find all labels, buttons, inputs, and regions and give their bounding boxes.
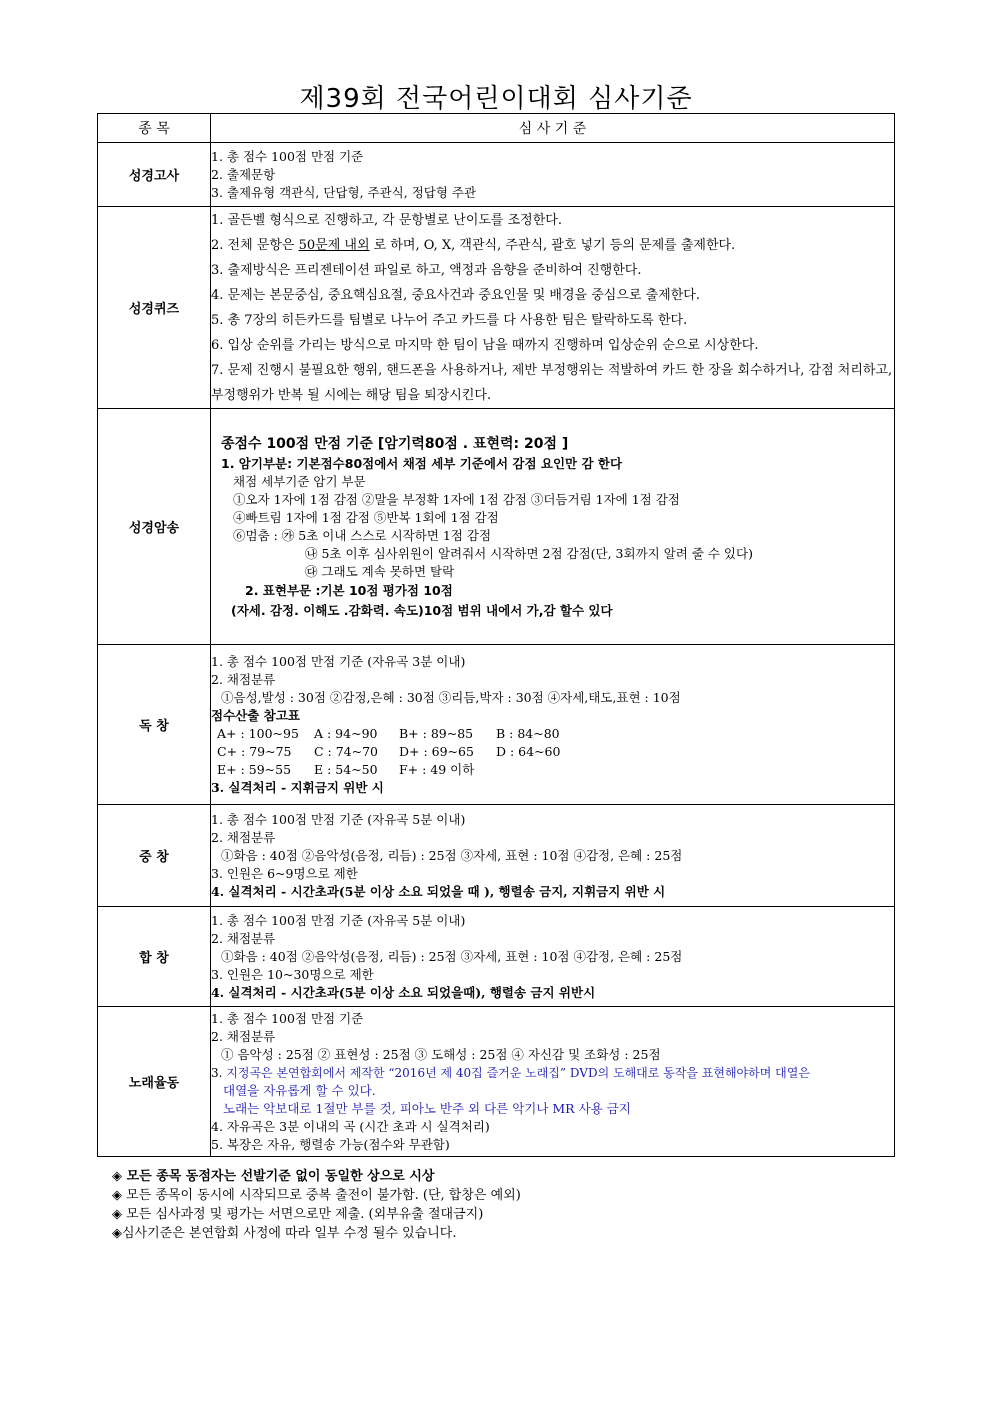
criteria-line: 3. 출제유형 객관식, 단답형, 주관식, 정답형 주관 [211,184,477,200]
criteria-cell [211,907,895,1007]
grade-cell: C+ : 79~75 [217,743,292,759]
criteria-line: ㉯ 5초 이후 심사위원이 알려줘서 시작하면 2점 감점(단, 3회까지 알려 줄 수 있다) [305,545,753,561]
criteria-line: 종점수 100점 만점 기준 [암기력80점 . 표현력: 20점 ] [221,435,569,452]
criteria-line: 대열을 자유롭게 할 수 있다. [223,1082,376,1098]
underlined-text: 50문제 내외 [298,237,370,253]
criteria-line: 1. 총 점수 100점 만점 기준 (자유곡 5분 이내) [211,811,466,827]
criteria-cell [211,805,895,907]
grade-cell: A+ : 100~95 [217,725,299,741]
header-criteria: 심 사 기 준 [211,114,895,143]
criteria-line [211,233,894,258]
criteria-cell [211,143,895,207]
page-title: 제39회 전국어린이대회 심사기준 [299,84,693,114]
criteria-line: ㉰ 그래도 계속 못하면 탈락 [305,563,455,579]
grade-cell: A : 94~90 [314,725,378,741]
criteria-cell [211,409,895,645]
category-cell: 독 창 [98,645,211,805]
criteria-line: 4. 실격처리 - 시간초과(5분 이상 소요 되었을때), 행렬송 금지 위반시 [211,984,596,1000]
criteria-line: 5. 복장은 자유, 행렬송 가능(점수와 무관함) [211,1136,450,1152]
grade-row [217,761,894,779]
criteria-line: 1. 총 점수 100점 만점 기준 (자유곡 5분 이내) [211,912,466,928]
criteria-line: 채점 세부기준 암기 부문 [233,473,366,489]
criteria-cell [211,207,895,409]
table-row [98,207,895,409]
criteria-line: 2. 표현부문 :기본 10점 평가점 10점 [245,582,453,598]
criteria-cell [211,645,895,805]
criteria-line: 2. 채점분류 [211,1028,276,1044]
criteria-line: 6. 입상 순위를 가리는 방식으로 마지막 한 팀이 남을 때까지 진행하며 입상순위 순으로 시상한다. [211,337,759,353]
criteria-line: ① 음악성 : 25점 ② 표현성 : 25점 ③ 도해성 : 25점 ④ 자신감 및 조화성 : 25점 [221,1046,661,1062]
category-cell: 합 창 [98,907,211,1007]
table-row [98,1007,895,1157]
criteria-line: ①화음 : 40점 ②음악성(음정, 리듬) : 25점 ③자세, 표현 : 10점 ④감정, 은혜 : 25점 [221,948,683,964]
table-row [98,645,895,805]
grade-cell: E+ : 59~55 [217,761,292,777]
grade-cell: F+ : 49 이하 [399,761,475,777]
footnote: ◈ 모든 종목 동점자는 선발기준 없이 동일한 상으로 시상 [112,1169,435,1184]
criteria-line: 1. 총 점수 100점 만점 기준 [211,148,364,164]
table-header-row [98,114,895,143]
criteria-line: 3. 출제방식은 프리젠테이션 파일로 하고, 액정과 음향을 준비하여 진행한다. [211,262,642,278]
criteria-line: 1. 암기부분: 기본점수80점에서 채점 세부 기준에서 감점 요인만 감 한다 [221,455,623,471]
table-row [98,907,895,1007]
criteria-line: (자세. 감정. 이해도 .감화력. 속도)10점 범위 내에서 가,감 할수 있다 [231,602,613,618]
category-cell: 성경퀴즈 [98,207,211,409]
criteria-line: 노래는 악보대로 1절만 부를 것, 피아노 반주 외 다른 악기나 MR 사용 금지 [223,1100,631,1116]
criteria-line: ①음성,발성 : 30점 ②감정,은혜 : 30점 ③리듬,박자 : 30점 ④자세,태도,표현 : 10점 [221,689,681,705]
grade-row [217,725,894,743]
highlighted-text: 지정곡은 본연합회에서 제작한 “2016년 제 40집 즐거운 노래집” DVD의 도해대로 동작을 표현해야하며 대열은 [226,1065,810,1080]
criteria-line: 3. 실격처리 - 지휘금지 위반 시 [211,779,384,795]
criteria-line: 3. 인원은 10~30명으로 제한 [211,966,374,982]
grade-cell: D+ : 69~65 [399,743,474,759]
criteria-line: 4. 문제는 본문중심, 중요핵심요절, 중요사건과 중요인물 및 배경을 중심으로 출제한다. [211,287,700,303]
grade-table [211,725,894,779]
category-cell: 성경고사 [98,143,211,207]
criteria-line: ⑥멈춤 : ㉮ 5초 이내 스스로 시작하면 1점 감점 [233,527,492,543]
criteria-line: 4. 실격처리 - 시간초과(5분 이상 소요 되었을 때 ), 행렬송 금지, 지휘금지 위반 시 [211,883,666,899]
criteria-line: 2. 채점분류 [211,930,276,946]
footnotes [112,1167,521,1243]
criteria-line [211,1064,894,1082]
criteria-line: ①화음 : 40점 ②음악성(음정, 리듬) : 25점 ③자세, 표현 : 10점 ④감정, 은혜 : 25점 [221,847,683,863]
criteria-line: 1. 골든벨 형식으로 진행하고, 각 문항별로 난이도를 조정한다. [211,212,562,228]
grade-row [217,743,894,761]
header-category: 종 목 [98,114,211,143]
category-cell: 중 창 [98,805,211,907]
criteria-line: 2. 채점분류 [211,829,276,845]
table-row [98,805,895,907]
criteria-line: 2. 출제문항 [211,166,276,182]
grade-cell: C : 74~70 [314,743,379,759]
criteria-line: 5. 총 7장의 히든카드를 팀별로 나누어 주고 카드를 다 사용한 팀은 탈락하도록 한다. [211,312,688,328]
text-span: 3. [211,1065,227,1080]
criteria-line: 3. 인원은 6~9명으로 제한 [211,865,358,881]
criteria-line: 2. 채점분류 [211,671,276,687]
criteria-cell [211,1007,895,1157]
footnote: ◈ 모든 심사과정 및 평가는 서면으로만 제출. (외부유출 절대금지) [112,1207,484,1222]
grade-cell: B+ : 89~85 [399,725,474,741]
criteria-table [97,113,895,1157]
criteria-line: 7. 문제 진행시 불필요한 행위, 핸드폰을 사용하거나, 제반 부정행위는 적발하여 카드 한 장을 회수하거나, 감점 처리하고, 부정행위가 반복 될 시에는 해당 팀을 퇴장시킨다. [211,362,893,403]
category-cell: 노래율동 [98,1007,211,1157]
table-row [98,143,895,207]
criteria-line: ④빠트림 1자에 1점 감점 ⑤반복 1회에 1점 감점 [233,509,499,525]
criteria-line: ①오자 1자에 1점 감점 ②말을 부정확 1자에 1점 감점 ③더듬거림 1자에 1점 감점 [233,491,680,507]
category-cell: 성경암송 [98,409,211,645]
criteria-line: 1. 총 점수 100점 만점 기준 [211,1010,364,1026]
text-span: 로 하며, O, X, 객관식, 주관식, 괄호 넣기 등의 문제를 출제한다. [369,237,736,253]
criteria-line: 점수산출 참고표 [211,707,300,723]
grade-cell: D : 64~60 [496,743,561,759]
criteria-line: 1. 총 점수 100점 만점 기준 (자유곡 3분 이내) [211,653,466,669]
grade-cell: B : 84~80 [496,725,560,741]
footnote: ◈ 모든 종목이 동시에 시작되므로 중복 출전이 불가함. (단, 합창은 예외) [112,1188,521,1203]
table-row [98,409,895,645]
grade-cell: E : 54~50 [314,761,378,777]
footnote: ◈심사기준은 본연합회 사정에 따라 일부 수정 될수 있습니다. [112,1226,457,1241]
criteria-line: 4. 자유곡은 3분 이내의 곡 (시간 초과 시 실격처리) [211,1118,490,1134]
text-span: 2. 전체 문항은 [211,237,299,253]
